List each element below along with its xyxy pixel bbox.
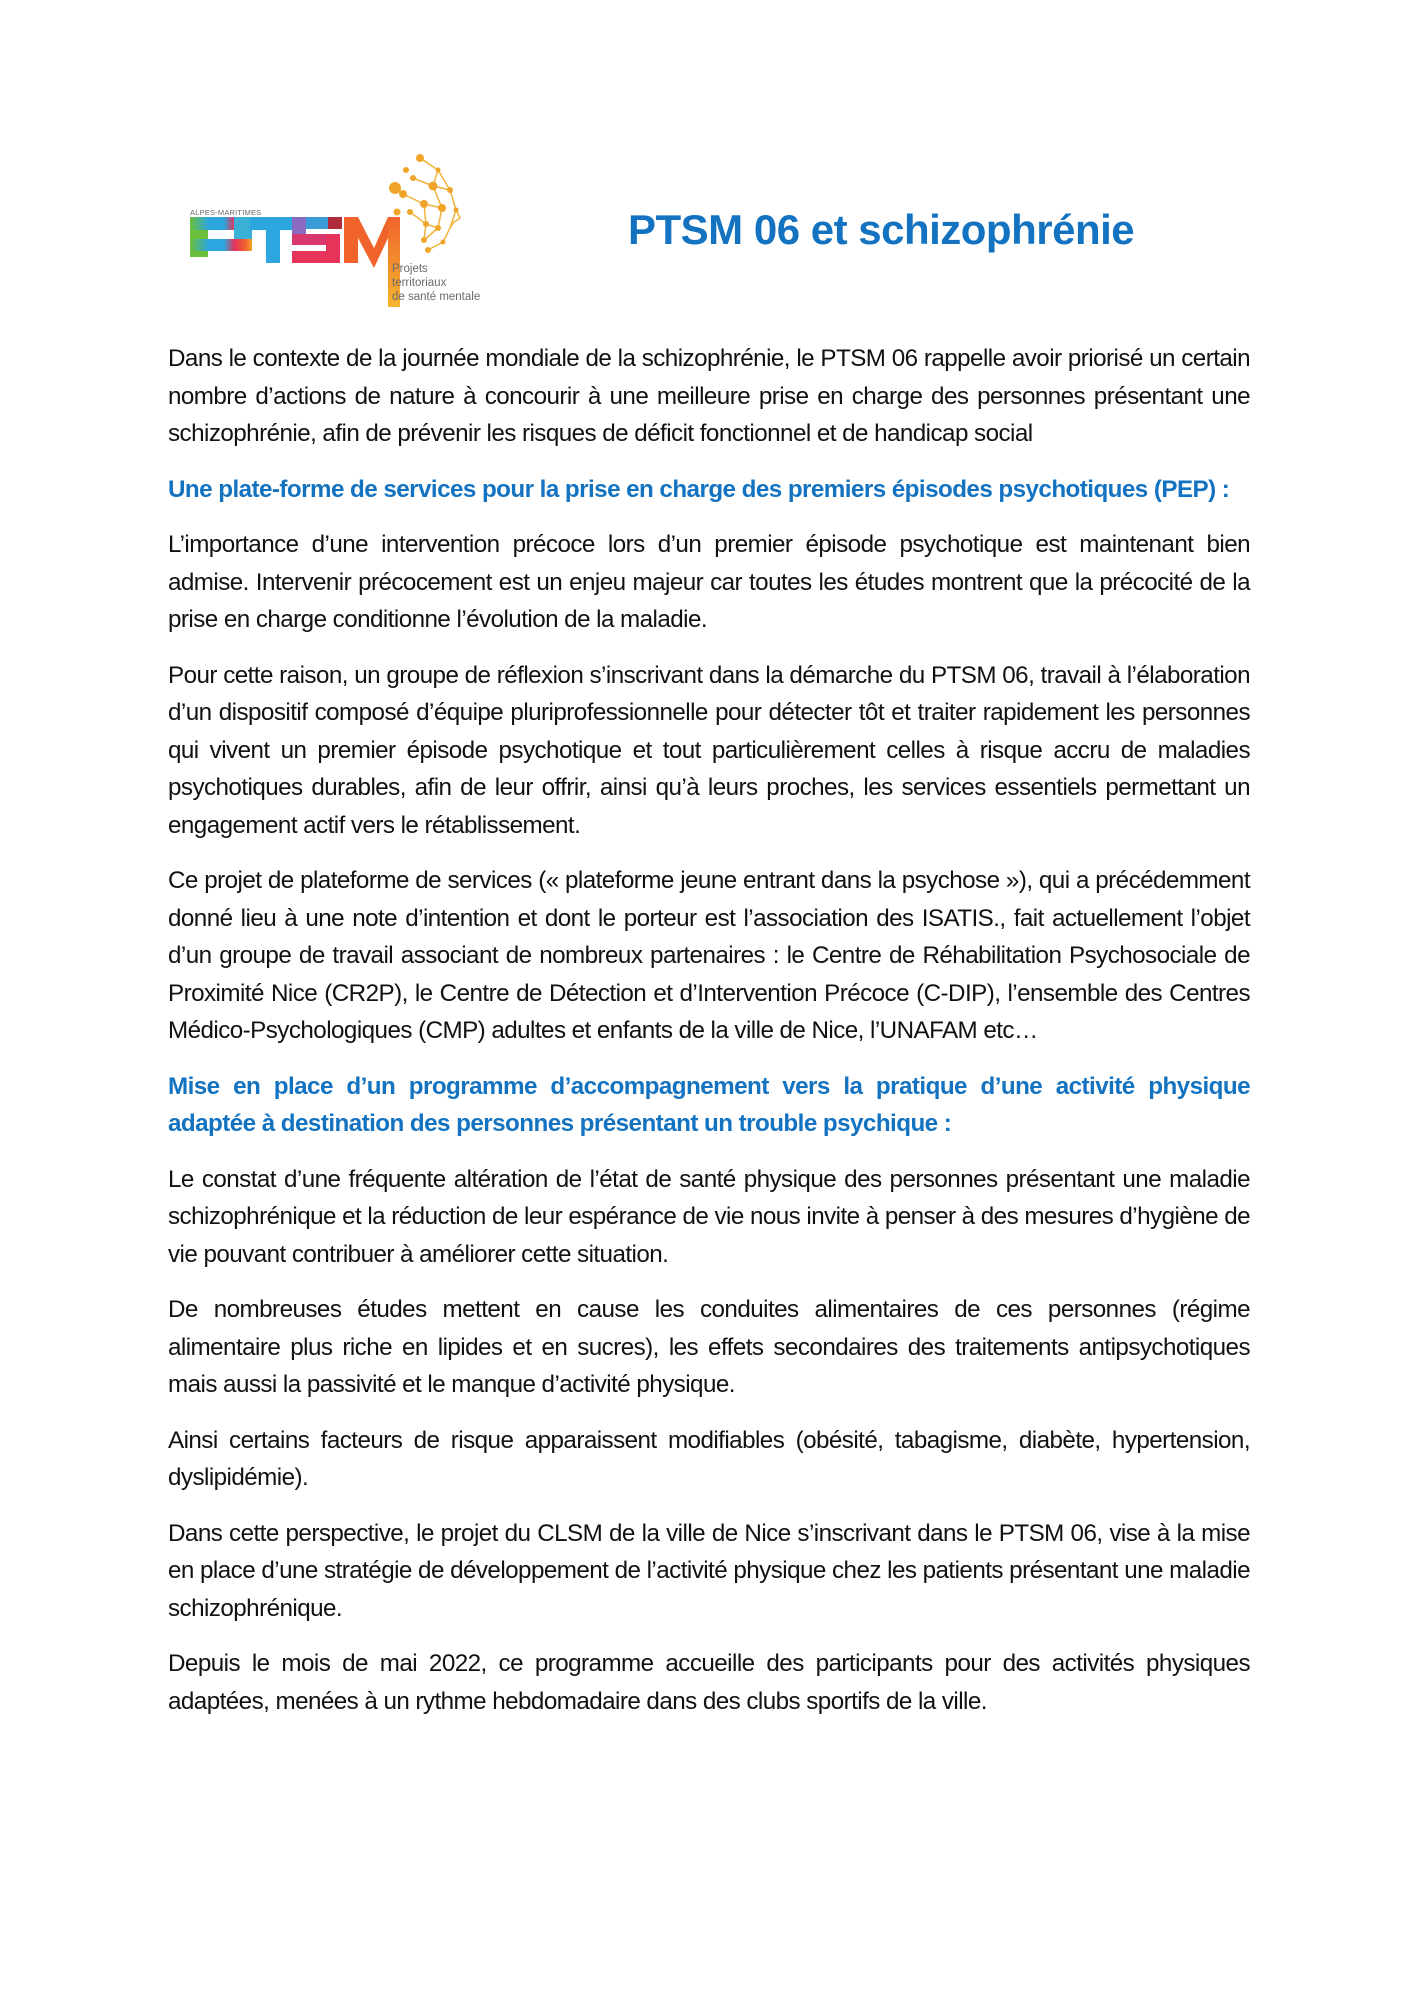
paragraph: Depuis le mois de mai 2022, ce programme accueille des participants pour des activités physiques adaptées, menées à un rythme hebdomadaire dans des clubs sportifs de la ville.: [168, 1650, 1250, 1715]
paragraph: De nombreuses études mettent en cause les conduites alimentaires de ces personnes (régime alimentaire plus riche en lipides et en sucres), les effets secondaires des traitements antipsychotiques mais aussi la passivité et le manque d’activité physique.: [168, 1296, 1250, 1398]
paragraph: L’importance d’une intervention précoce lors d’un premier épisode psychotique est maintenant bien admise. Intervenir précocement est un enjeu majeur car toutes les études montrent que la précocité de la prise en charge conditionne l’évolution de la maladie.: [168, 531, 1250, 633]
logo-tagline-line: territoriaux: [392, 277, 447, 289]
document-body: [168, 340, 1250, 1738]
logo-tagline-line: Projets: [392, 263, 428, 275]
page-title: PTSM 06 et schizophrénie: [628, 206, 1135, 253]
logo-tagline-line: de santé mentale: [392, 291, 481, 303]
paragraph: Pour cette raison, un groupe de réflexion s’inscrivant dans la démarche du PTSM 06, travail à l’élaboration d’un dispositif composé d’équipe pluriprofessionnelle pour détecter tôt et traiter rapidement les personnes qui vivent un premier épisode psychotique et tout particulièrement celles à risque accru de maladies psychotiques durables, afin de leur offrir, ainsi qu’à leurs proches, les services essentiels permettant un engagement actif vers le rétablissement.: [168, 661, 1250, 839]
paragraph: Dans cette perspective, le projet du CLSM de la ville de Nice s’inscrivant dans le PTSM 06, vise à la mise en place d’une stratégie de développement de l’activité physique chez les patients présentant une maladie schizophrénique.: [168, 1519, 1250, 1622]
paragraph: Le constat d’une fréquente altération de l’état de santé physique des personnes présentant une maladie schizophrénique et la réduction de leur espérance de vie nous invite à penser à des mesures d’hygiène de vie pouvant contribuer à améliorer cette situation.: [168, 1165, 1250, 1268]
section-heading-activite-physique: Mise en place d’un programme d’accompagnement vers la pratique d’une activité physique adaptée à destination des personnes présentant un trouble psychique :: [168, 1072, 1250, 1137]
logo-tagline: [392, 262, 480, 304]
intro-paragraph: Dans le contexte de la journée mondiale de la schizophrénie, le PTSM 06 rappelle avoir priorisé un certain nombre d’actions de nature à concourir à une meilleure prise en charge des personnes présentant une schizophrénie, afin de prévenir les risques de déficit fonctionnel et de handicap social: [168, 345, 1250, 447]
logo-region-label: ALPES-MARITIMES: [190, 208, 262, 217]
paragraph: Ce projet de plateforme de services (« plateforme jeune entrant dans la psychose »), qui a précédemment donné lieu à une note d’intention et dont le porteur est l’association des ISATIS., fait actuellement l’objet d’un groupe de travail associant de nombreux partenaires : le Centre de Réhabilitation Psychosociale de Proximité Nice (CR2P), le Centre de Détection et d’Intervention Précoce (C-DIP), l’ensemble des Centres Médico-Psychologiques (CMP) adultes et enfants de la ville de Nice, l’UNAFAM etc…: [168, 867, 1250, 1044]
paragraph: Ainsi certains facteurs de risque apparaissent modifiables (obésité, tabagisme, diabète, hypertension, dyslipidémie).: [168, 1426, 1250, 1491]
section-heading-pep: Une plate-forme de services pour la prise en charge des premiers épisodes psychotiques (PEP) :: [168, 475, 1230, 503]
